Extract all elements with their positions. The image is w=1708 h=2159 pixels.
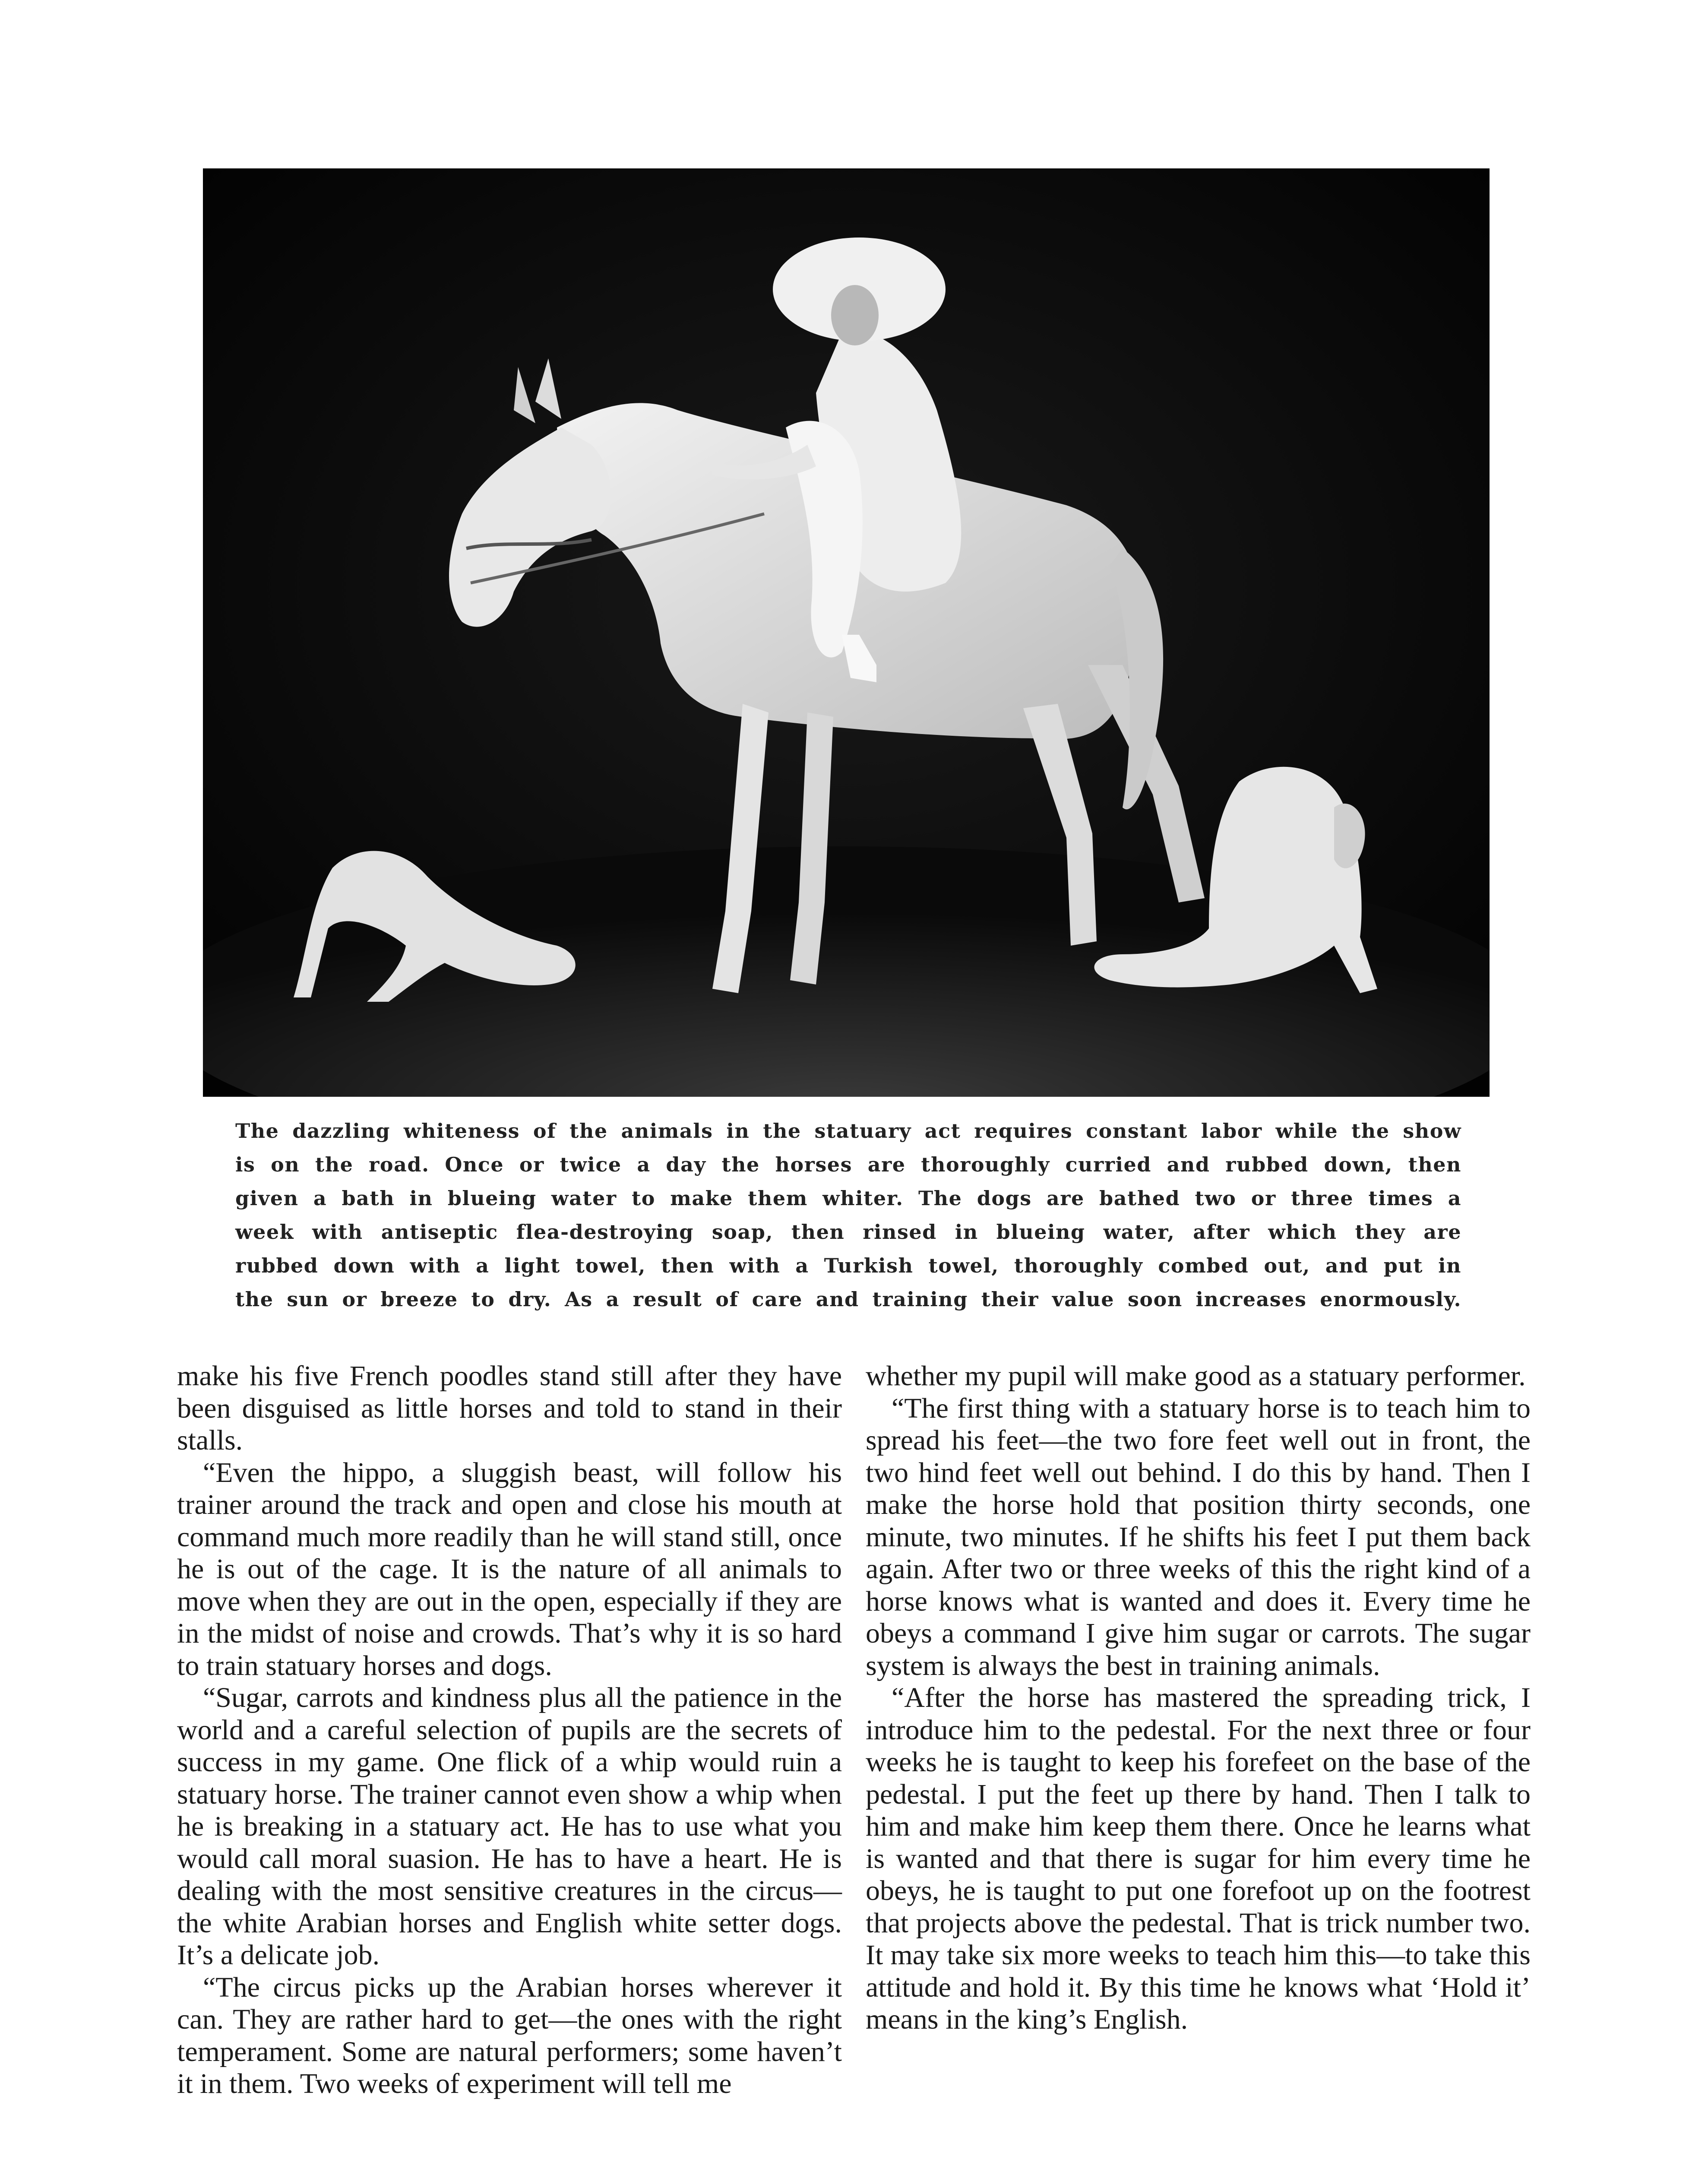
right-text-column bbox=[866, 1360, 1531, 2036]
photo-woman-on-white-horse bbox=[203, 168, 1490, 1097]
paragraph: “The circus picks up the Arabian horses wherever it can. They are rather hard to get—the ones with the right temperament. Some are natural performers; some haven’t it in them. Two weeks of experiment will tell me bbox=[177, 1971, 842, 2099]
caption-line: the sun or breeze to dry. As a result of care and training their value soon increases enormously. bbox=[235, 1288, 1461, 1311]
caption-line: The dazzling whiteness of the animals in the statuary act requires constant labor while the show bbox=[235, 1119, 1461, 1143]
caption-line: given a bath in blueing water to make them whiter. The dogs are bathed two or three times a bbox=[235, 1187, 1461, 1210]
paragraph: make his five French poodles stand still after they have been disguised as little horses and told to stand in their stalls. bbox=[177, 1360, 842, 1456]
photo-caption bbox=[235, 1114, 1461, 1316]
photo-woman-on-white-horse-with-two-dogs-icon bbox=[203, 168, 1490, 1097]
caption-line: week with antiseptic flea-destroying soap, then rinsed in blueing water, after which they are bbox=[235, 1220, 1461, 1244]
paragraph: “After the horse has mastered the spreading trick, I introduce him to the pedestal. For the next three or four weeks he is taught to keep his forefeet on the base of the pedestal. I put the feet up there by hand. Then I talk to him and make him keep them there. Once he learns what is wanted and that there is sugar for him every time he obeys, he is taught to put one forefoot up on the footrest that projects above the pedestal. That is trick number two. It may take six more weeks to teach him this—to take this attitude and hold it. By this time he knows what ‘Hold it’ means in the king’s English. bbox=[866, 1682, 1531, 2035]
paragraph: “Sugar, carrots and kindness plus all the patience in the world and a careful selection of pupils are the secrets of success in my game. One flick of a whip would ruin a statuary horse. The trainer cannot even show a whip when he is breaking in a statuary act. He has to use what you would call moral suasion. He has to have a heart. He is dealing with the most sensitive creatures in the circus—the white Arabian horses and English white setter dogs. It’s a delicate job. bbox=[177, 1682, 842, 1971]
caption-line: is on the road. Once or twice a day the horses are thoroughly curried and rubbed down, then bbox=[235, 1153, 1461, 1176]
paragraph: “The first thing with a statuary horse is to teach him to spread his feet—the two fore feet well out in front, the two hind feet well out behind. I do this by hand. Then I make the horse hold that position thirty seconds, one minute, two minutes. If he shifts his feet I put them back again. After two or three weeks of this the right kind of a horse knows what is wanted and does it. Every time he obeys a command I give him sugar or carrots. The sugar system is always the best in training animals. bbox=[866, 1392, 1531, 1681]
paragraph: whether my pupil will make good as a statuary performer. bbox=[866, 1360, 1526, 1392]
caption-line: rubbed down with a light towel, then with a Turkish towel, thoroughly combed out, and put in bbox=[235, 1254, 1461, 1277]
left-text-column bbox=[177, 1360, 842, 2100]
paragraph: “Even the hippo, a sluggish beast, will follow his trainer around the track and open and close his mouth at command much more readily than he will stand still, once he is out of the cage. It is the nature of all animals to move when they are out in the open, especially if they are in the midst of noise and crowds. That’s why it is so hard to train statuary horses and dogs. bbox=[177, 1456, 842, 1681]
